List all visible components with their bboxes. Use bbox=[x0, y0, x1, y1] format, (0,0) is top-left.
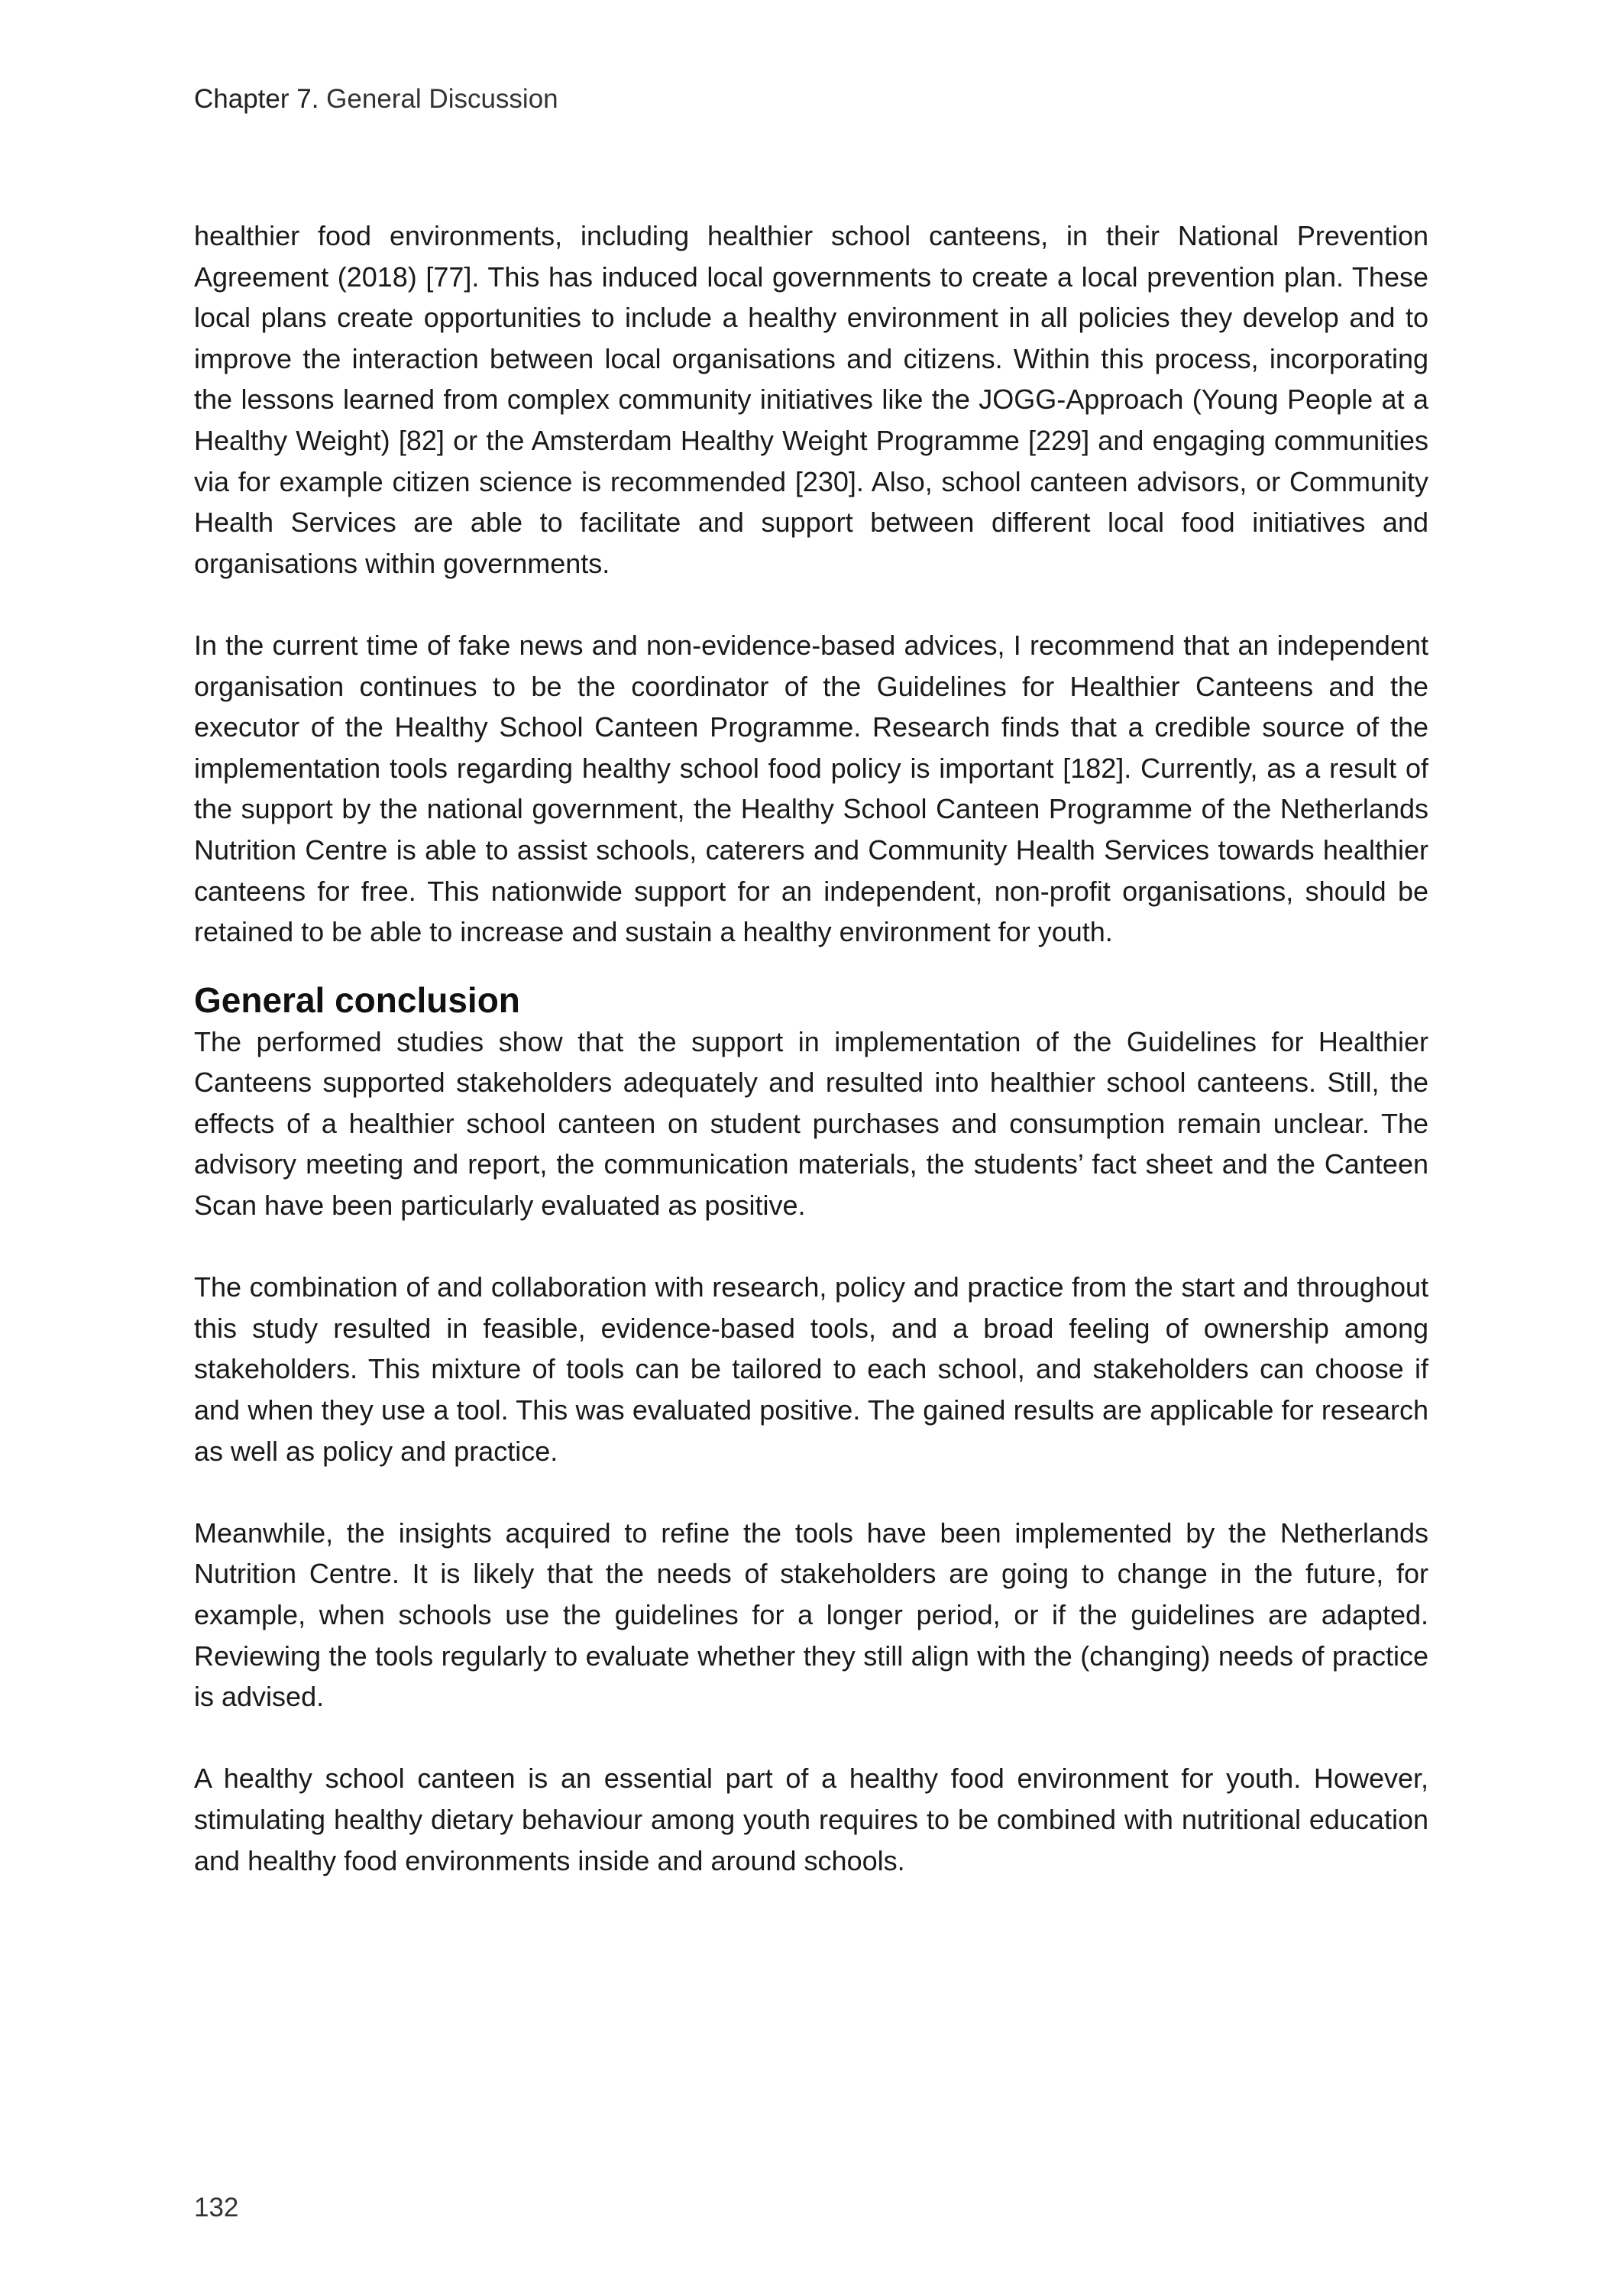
paragraph-conclusion-healthy-canteen: A healthy school canteen is an essential part of a healthy food environment for youth. However, stimulating healthy dietary behaviour among youth requires to be combined with nutritional education and healthy food environments inside and around schools. bbox=[194, 1763, 1428, 1876]
paragraph-independent-organisation: In the current time of fake news and non-evidence-based advices, I recommend that an independent organisation continues to be the coordinator of the Guidelines for Healthier Canteens and the executor of the Healthy School Canteen Programme. Research finds that a credible source of the implementation tools regarding healthy school food policy is important [182]. Currently, as a result of the support by the national government, the Healthy School Canteen Programme of the Netherlands Nutrition Centre is able to assist schools, caterers and Community Health Services towards healthier canteens for free. This nationwide support for an independent, non-profit organisations, should be retained to be able to increase and sustain a healthy environment for youth. bbox=[194, 629, 1428, 948]
paragraph-conclusion-insights: Meanwhile, the insights acquired to refine the tools have been implemented by the Netherlands Nutrition Centre. It is likely that the needs of stakeholders are going to change in the future, for example, when schools use the guidelines for a longer period, or if the guidelines are adapted. Reviewing the tools regularly to evaluate whether they still align with the (changing) needs of practice is advised. bbox=[194, 1517, 1428, 1713]
chapter-title: General Discussion bbox=[326, 84, 558, 114]
paragraph-conclusion-collaboration: The combination of and collaboration with research, policy and practice from the start and throughout this study resulted in feasible, evidence-based tools, and a broad feeling of ownership among stakeholders. This mixture of tools can be tailored to each school, and stakeholders can choose if and when they use a tool. This was evaluated positive. The gained results are applicable for research as well as policy and practice. bbox=[194, 1271, 1428, 1467]
section-heading-general-conclusion: General conclusion bbox=[194, 979, 520, 1020]
page-number: 132 bbox=[194, 2193, 239, 2222]
body-text bbox=[194, 215, 1428, 1881]
running-header bbox=[194, 83, 558, 116]
paragraph-conclusion-studies: The performed studies show that the support in implementation of the Guidelines for Healthier Canteens supported stakeholders adequately and resulted into healthier school canteens. Still, the effects of a healthier school canteen on student purchases and consumption remain unclear. The advisory meeting and report, the communication materials, the students’ fact sheet and the Canteen Scan have been particularly evaluated as positive. bbox=[194, 1025, 1428, 1222]
chapter-label: Chapter 7. bbox=[194, 84, 319, 114]
paragraph-prevention-agreement: healthier food environments, including healthier school canteens, in their National Prevention Agreement (2018) [77]. This has induced local governments to create a local prevention plan. These local plans create opportunities to include a healthy environment in all policies they develop and to improve the interaction between local organisations and citizens. Within this process, incorporating the lessons learned from complex community initiatives like the JOGG-Approach (Young People at a Healthy Weight) [82] or the Amsterdam Healthy Weight Programme [229] and engaging communities via for example citizen science is recommended [230]. Also, school canteen advisors, or Community Health Services are able to facilitate and support between different local food initiatives and organisations within governments. bbox=[194, 220, 1428, 579]
